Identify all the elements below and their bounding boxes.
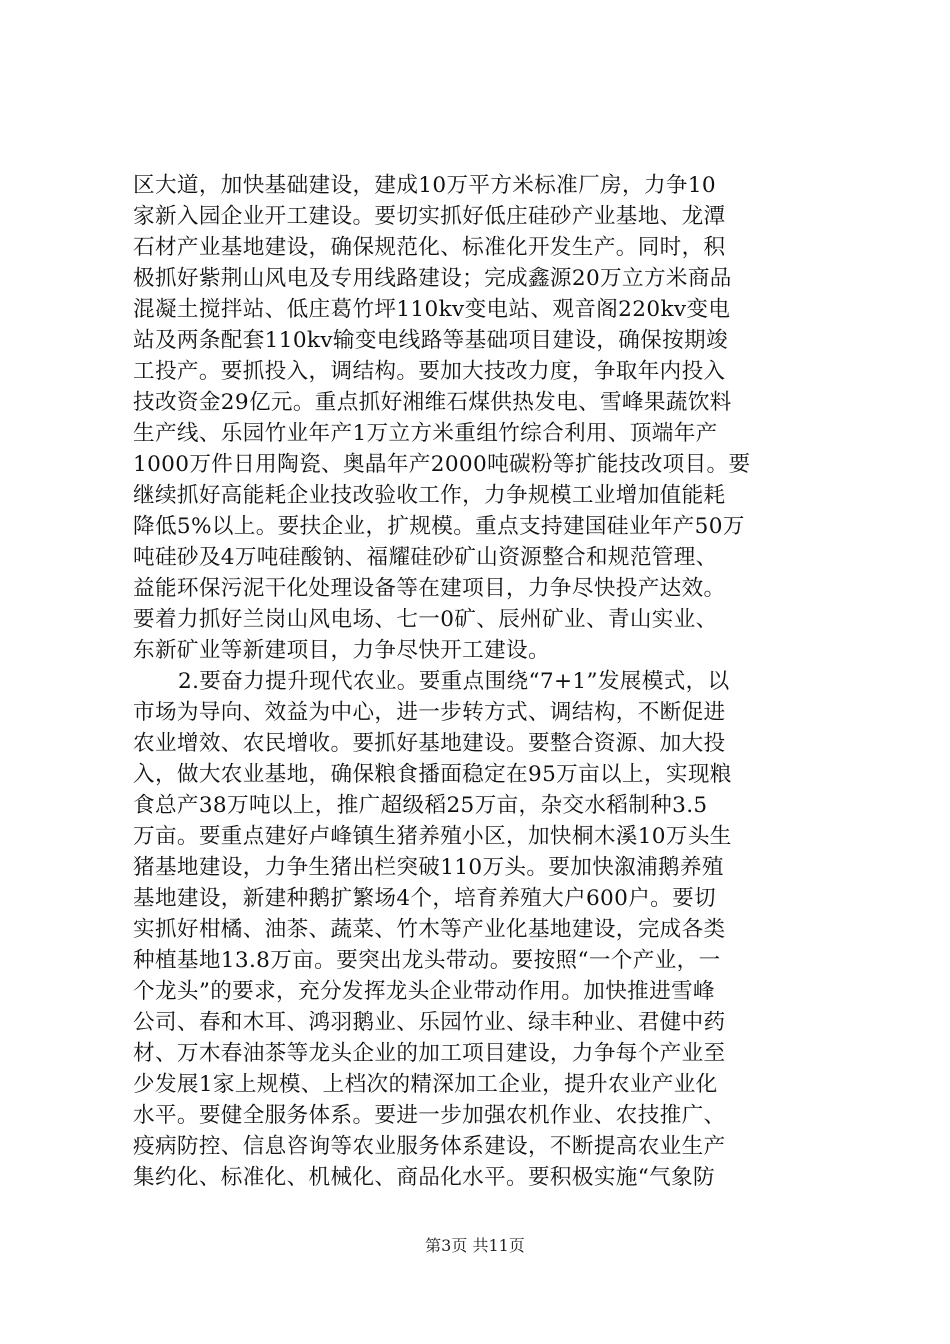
text-line: 疫病防控、信息咨询等农业服务体系建设，不断提高农业生产 bbox=[133, 1134, 726, 1159]
text-line: 个龙头”的要求，充分发挥龙头企业带动作用。加快推进雪峰 bbox=[133, 979, 715, 1004]
text-line: 技改资金29亿元。重点抓好湘维石煤供热发电、雪峰果蔬饮料 bbox=[133, 390, 732, 415]
paragraph-start-line: 2.要奋力提升现代农业。要重点围绕“7+1”发展模式，以 bbox=[178, 669, 730, 694]
text-line: 东新矿业等新建项目，力争尽快开工建设。 bbox=[133, 638, 550, 663]
text-line: 混凝土搅拌站、低庄葛竹坪110kv变电站、观音阁220kv变电 bbox=[133, 297, 731, 322]
text-line: 站及两条配套110kv输变电线路等基础项目建设，确保按期竣 bbox=[133, 328, 728, 353]
text-line: 降低5%以上。要扶企业，扩规模。重点支持建国硅业年产50万 bbox=[133, 514, 745, 539]
text-line: 生产线、乐园竹业年产1万立方米重组竹综合利用、顶端年产 bbox=[133, 421, 718, 446]
text-line: 益能环保污泥干化处理设备等在建项目，力争尽快投产达效。 bbox=[133, 576, 726, 601]
text-line: 市场为导向、效益为中心，进一步转方式、调结构，不断促进 bbox=[133, 700, 726, 725]
text-line: 公司、春和木耳、鸿羽鹅业、乐园竹业、绿丰种业、君健中药 bbox=[133, 1010, 726, 1035]
text-line: 要着力抓好兰岗山风电场、七一0矿、辰州矿业、青山实业、 bbox=[133, 607, 718, 632]
page-number-footer: 第3页 共11页 bbox=[425, 1236, 525, 1255]
text-line: 区大道，加快基础建设，建成10万平方米标准厂房，力争10 bbox=[133, 173, 717, 198]
text-line: 吨硅砂及4万吨硅酸钠、福耀硅砂矿山资源整合和规范管理、 bbox=[133, 545, 718, 570]
text-line: 集约化、标准化、机械化、商品化水平。要积极实施“气象防 bbox=[133, 1165, 715, 1190]
text-line: 继续抓好高能耗企业技改验收工作，力争规模工业增加值能耗 bbox=[133, 483, 726, 508]
text-line: 食总产38万吨以上，推广超级稻25万亩，杂交水稻制种3.5 bbox=[133, 793, 708, 818]
text-line: 材、万木春油茶等龙头企业的加工项目建设，力争每个产业至 bbox=[133, 1041, 726, 1066]
text-line: 工投产。要抓投入，调结构。要加大技改力度，争取年内投入 bbox=[133, 359, 726, 384]
text-line: 基地建设，新建种鹅扩繁场4个，培育养殖大户600户。要切 bbox=[133, 886, 717, 911]
text-line: 猪基地建设，力争生猪出栏突破110万头。要加快溆浦鹅养殖 bbox=[133, 855, 724, 880]
text-line: 1000万件日用陶瓷、奥晶年产2000吨碳粉等扩能技改项目。要 bbox=[133, 452, 751, 477]
text-line: 石材产业基地建设，确保规范化、标准化开发生产。同时，积 bbox=[133, 235, 726, 260]
text-line: 家新入园企业开工建设。要切实抓好低庄硅砂产业基地、龙潭 bbox=[133, 204, 726, 229]
text-line: 万亩。要重点建好卢峰镇生猪养殖小区，加快桐木溪10万头生 bbox=[133, 824, 732, 849]
text-line: 种植基地13.8万亩。要突出龙头带动。要按照“一个产业，一 bbox=[133, 948, 721, 973]
text-line: 极抓好紫荆山风电及专用线路建设；完成鑫源20万立方米商品 bbox=[133, 266, 732, 291]
body-text bbox=[133, 170, 833, 1193]
text-line: 入，做大农业基地，确保粮食播面稳定在95万亩以上，实现粮 bbox=[133, 762, 732, 787]
text-line: 水平。要健全服务体系。要进一步加强农机作业、农技推广、 bbox=[133, 1103, 726, 1128]
text-line: 农业增效、农民增收。要抓好基地建设。要整合资源、加大投 bbox=[133, 731, 726, 756]
text-line: 少发展1家上规模、上档次的精深加工企业，提升农业产业化 bbox=[133, 1072, 718, 1097]
text-line: 实抓好柑橘、油茶、蔬菜、竹木等产业化基地建设，完成各类 bbox=[133, 917, 726, 942]
